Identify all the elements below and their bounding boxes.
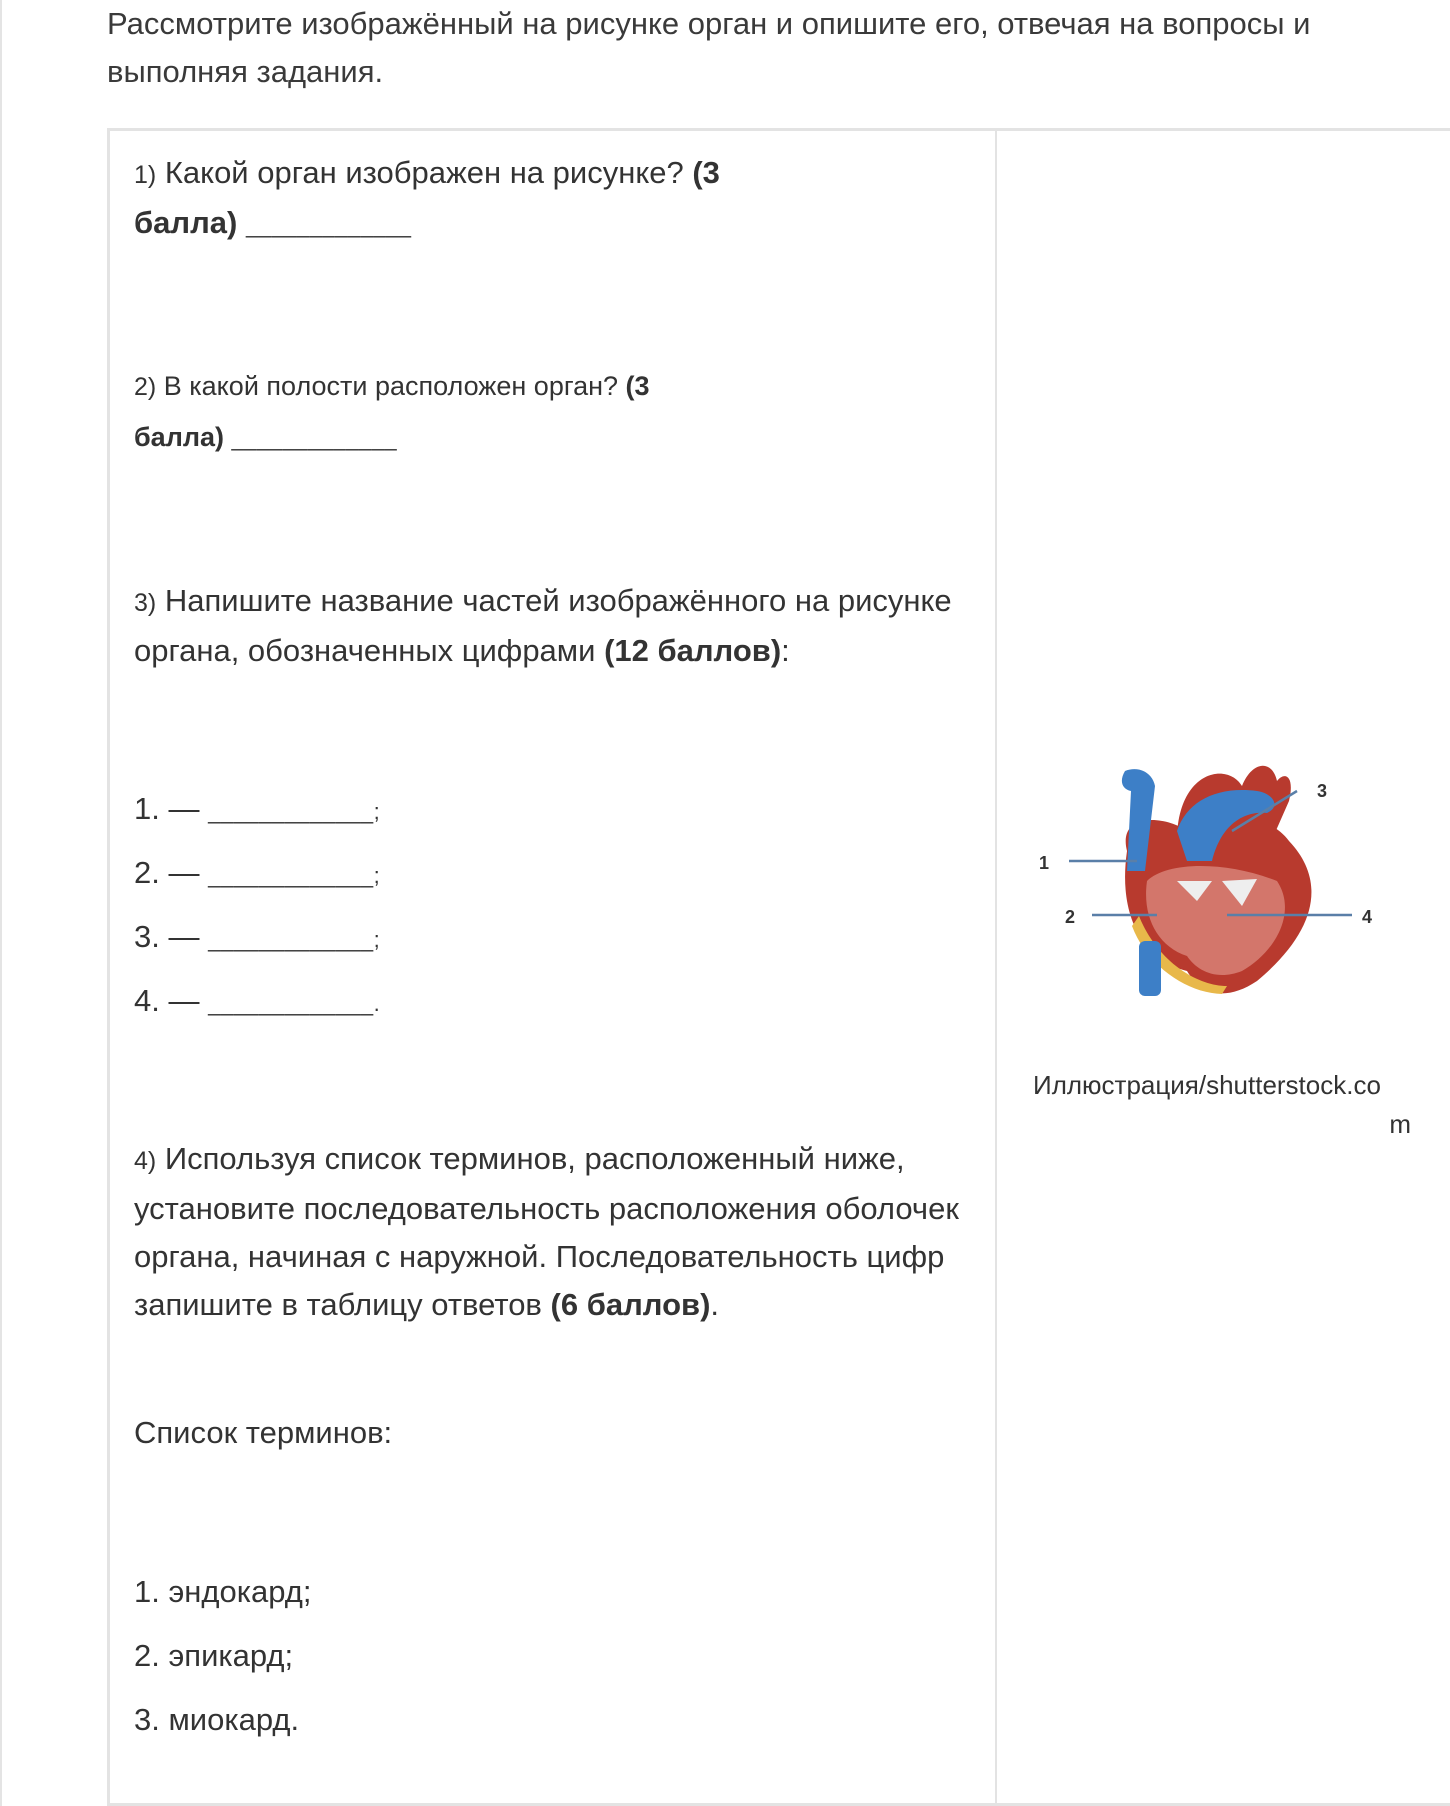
inferior-vena-cava-shape <box>1139 941 1161 996</box>
question-1-answer-blank[interactable]: _____________ <box>245 213 412 238</box>
answer-row-3 <box>134 919 380 955</box>
answer-row-2-label: 2. — <box>134 855 200 890</box>
term-item-2: 2. эпикард; <box>134 1638 294 1673</box>
figure-label-2: 2 <box>1065 907 1076 927</box>
questions-cell <box>110 131 995 1803</box>
question-3-points: (12 баллов) <box>604 633 782 668</box>
answer-row-1-blank[interactable]: _____________; <box>208 799 381 824</box>
answer-row-2-blank[interactable]: _____________; <box>208 863 381 888</box>
answer-row-4-blank[interactable]: _____________. <box>208 991 381 1016</box>
question-4-period: . <box>710 1287 720 1322</box>
question-1 <box>134 149 774 250</box>
answer-row-3-blank[interactable]: _____________; <box>208 927 381 952</box>
question-2-text: В какой полости расположен орган? <box>163 371 619 401</box>
question-4 <box>134 1135 974 1329</box>
question-2-number: 2) <box>134 373 157 401</box>
term-item-1: 1. эндокард; <box>134 1574 312 1609</box>
question-1-points: (3 балла) <box>134 155 720 240</box>
question-4-text: Используя список терминов, расположенный ниже, установите последовательность расположения оболочек органа, начиная с наружной. Последовательность цифр запишите в таблицу ответов <box>134 1141 959 1322</box>
page-left-rule <box>0 0 2 1806</box>
answer-row-4-label: 4. — <box>134 983 200 1018</box>
question-4-number: 4) <box>134 1147 157 1175</box>
question-1-text: Какой орган изображен на рисунке? <box>164 155 684 190</box>
question-3-colon: : <box>781 633 790 668</box>
question-2-points: (3 балла) <box>134 371 650 452</box>
question-3-text: Напишите название частей изображённого на рисунке органа, обозначенных цифрами <box>134 583 952 668</box>
question-3-number: 3) <box>134 589 157 617</box>
figure-caption: Иллюстрация/shutterstock.co <box>1033 1070 1381 1100</box>
answer-row-2 <box>134 855 380 891</box>
question-1-number: 1) <box>134 161 157 189</box>
figure-caption-tail: m <box>1389 1109 1411 1139</box>
heart-illustration <box>1027 731 1397 1011</box>
answer-row-3-label: 3. — <box>134 919 200 954</box>
figure-label-3: 3 <box>1317 781 1328 801</box>
question-4-points: (6 баллов) <box>550 1287 711 1322</box>
task-intro: Рассмотрите изображённый на рисунке орган и опишите его, отвечая на вопросы и выполняя задания. <box>107 6 1311 89</box>
terms-list-title: Список терминов: <box>134 1415 393 1450</box>
figure-label-4: 4 <box>1362 907 1373 927</box>
question-2-answer-blank[interactable]: _____________ <box>231 426 398 451</box>
question-3 <box>134 577 964 675</box>
figure-label-1: 1 <box>1039 853 1050 873</box>
answer-row-4 <box>134 983 380 1019</box>
answer-row-1 <box>134 791 380 827</box>
figure-cell <box>997 131 1450 1803</box>
answer-row-1-label: 1. — <box>134 791 200 826</box>
question-2 <box>134 361 744 464</box>
task-table <box>107 128 1450 1806</box>
term-item-3: 3. миокард. <box>134 1702 300 1737</box>
